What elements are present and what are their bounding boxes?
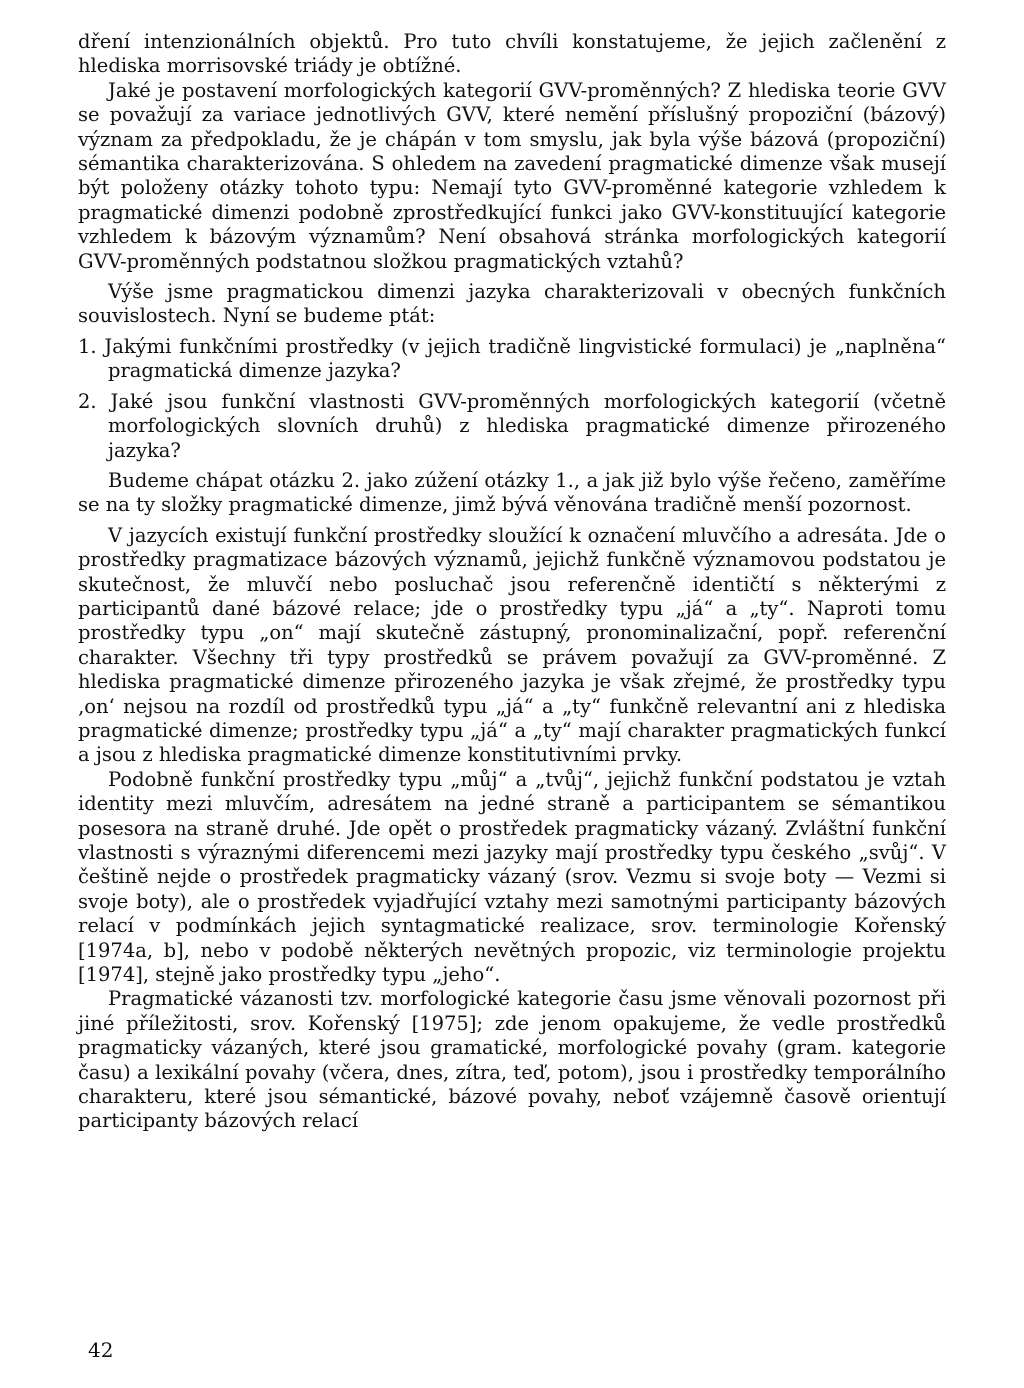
- paragraph-continuation: dření intenzionálních objektů. Pro tuto chvíli konstatujeme, že jejich začlenění z hlediska morrisovské triády je obtížné.: [78, 30, 946, 78]
- paragraph-questions-intro: Výše jsme pragmatickou dimenzi jazyka charakterizovali v obecných funkčních souvislostech. Nyní se budeme ptát:: [78, 280, 946, 328]
- question-2: 2. Jaké jsou funkční vlastnosti GVV-proměnných morfologických kategorií (včetně morfologických slovních druhů) z hlediska pragmatické dimenze přirozeného jazyka?: [78, 389, 946, 462]
- paragraph-narrowing: Budeme chápat otázku 2. jako zúžení otázky 1., a jak již bylo výše řečeno, zaměříme se na ty složky pragmatické dimenze, jimž bývá věnována tradičně menší pozornost.: [78, 468, 946, 517]
- paragraph-possessive: Podobně funkční prostředky typu „můj“ a „tvůj“, jejichž funkční podstatou je vztah identity mezi mluvčím, adresátem na jedné straně a participantem se sémantikou posesora na straně druhé. Jde opět o prostředek pragmaticky vázaný. Zvláštní funkční vlastnosti s výraznými diferencemi mezi jazyky mají prostředky typu českého „svůj“. V češtině nejde o prostředek pragmaticky vázaný (srov. Vezmu si svoje boty — Vezmi si svoje boty), ale o prostředek vyjadřující vztahy mezi samotnými participanty bázových relací v podmínkách jejich syntagmatické realizace, srov. terminologie Kořenský [1974a, b], nebo v podobě některých nevětných propozic, viz terminologie projektu [1974], stejně jako prostředky typu „jeho“.: [78, 767, 946, 987]
- page-body: [78, 30, 946, 1134]
- question-1: 1. Jakými funkčními prostředky (v jejich tradičně lingvistické formulaci) je „naplněna“ pragmatická dimenze jazyka?: [78, 334, 946, 383]
- paragraph-speaker-addressee: V jazycích existují funkční prostředky sloužící k označení mluvčího a adresáta. Jde o prostředky pragmatizace bázových významů, jejichž funkčně významovou podstatou je skutečnost, že mluvčí nebo posluchač jsou referenčně identičtí s některými z participantů dané bázové relace; jde o prostředky typu „já“ a „ty“. Naproti tomu prostředky typu „on“ mají skutečně zástupný, pronominalizační, popř. referenční charakter. Všechny tři typy prostředků se právem považují za GVV-proměnné. Z hlediska pragmatické dimenze přirozeného jazyka je však zřejmé, že prostředky typu ‚on‘ nejsou na rozdíl od prostředků typu „já“ a „ty“ funkčně relevantní ani z hlediska pragmatické dimenze; prostředky typu „já“ a „ty“ mají charakter pragmatických funkcí a jsou z hlediska pragmatické dimenze konstitutivními prvky.: [78, 523, 946, 767]
- paragraph-tense: Pragmatické vázanosti tzv. morfologické kategorie času jsme věnovali pozornost při jiné příležitosti, srov. Kořenský [1975]; zde jenom opakujeme, že vedle prostředků pragmaticky vázaných, které jsou gramatické, morfologické povahy (gram. kategorie času) a lexikální povahy (včera, dnes, zítra, teď, potom), jsou i prostředky temporálního charakteru, které jsou sémantické, bázové povahy, neboť vzájemně časově orientují participanty bázových relací: [78, 987, 946, 1133]
- page-number: 42: [88, 1338, 114, 1362]
- paragraph-gvv-categories: Jaké je postavení morfologických kategorií GVV-proměnných? Z hlediska teorie GVV se považují za variace jednotlivých GVV, které nemění příslušný propoziční (bázový) význam za předpokladu, že je chápán v tom smyslu, jak byla výše bázová (propoziční) sémantika charakterizována. S ohledem na zavedení pragmatické dimenze však musejí být položeny otázky tohoto typu: Nemají tyto GVV-proměnné kategorie vzhledem k pragmatické dimenzi podobně zprostředkující funkci jako GVV-konstituující kategorie vzhledem k bázovým významům? Není obsahová stránka morfologických kategorií GVV-proměnných podstatnou složkou pragmatických vztahů?: [78, 78, 946, 273]
